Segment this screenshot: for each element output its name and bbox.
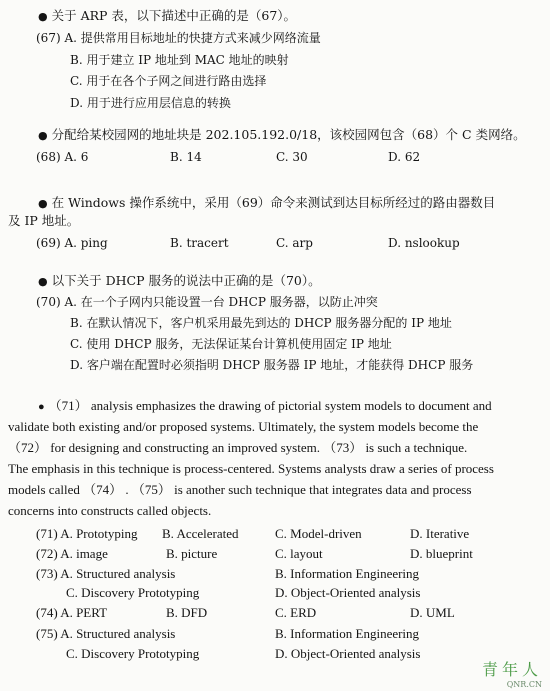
q71-option-d: D. Iterative	[410, 526, 470, 541]
q68-option-a: (68) A. 6	[36, 150, 89, 164]
passage-line-6: concerns into constructs called objects.	[8, 503, 212, 518]
passage-line-5: models called （74） . （75） is another such technique that integrates data and process	[8, 482, 472, 497]
q74-option-c: C. ERD	[275, 605, 317, 620]
q68-option-b: B. 14	[170, 150, 202, 164]
passage-line-1: ● （71） analysis emphasizes the drawing of pictorial system models to document and	[38, 398, 492, 413]
q75-option-c: C. Discovery Prototyping	[66, 646, 200, 661]
watermark-title: 青年人	[481, 660, 542, 679]
q73-option-b: B. Information Engineering	[275, 566, 420, 581]
q73-option-c: C. Discovery Prototyping	[66, 585, 200, 600]
q75-option-d: D. Object-Oriented analysis	[275, 646, 421, 661]
question-69-stem-cont: 及 IP 地址。	[8, 213, 80, 228]
q74-option-a: (74) A. PERT	[36, 605, 108, 620]
q69-option-d: D. nslookup	[388, 236, 460, 250]
q68-option-c: C. 30	[276, 150, 308, 164]
q72-option-a: (72) A. image	[36, 546, 108, 561]
q71-option-a: (71) A. Prototyping	[36, 526, 138, 541]
q74-option-b: B. DFD	[166, 605, 208, 620]
watermark-url: QNR.CN	[506, 680, 542, 689]
bullet-icon: ●	[38, 197, 48, 210]
q67-option-d: D. 用于进行应用层信息的转换	[70, 96, 231, 110]
bullet-icon: ●	[38, 275, 48, 288]
question-68-stem: ● 分配给某校园网的地址块是 202.105.192.0/18，该校园网包含（68）个 C 类网络。	[38, 127, 526, 142]
q68-option-d: D. 62	[388, 150, 421, 164]
bullet-icon: ●	[38, 401, 45, 413]
q73-option-a: (73) A. Structured analysis	[36, 566, 176, 581]
q71-option-c: C. Model-driven	[275, 526, 362, 541]
question-70-stem: ● 以下关于 DHCP 服务的说法中正确的是（70）。	[38, 273, 321, 288]
q69-option-a: (69) A. ping	[36, 236, 108, 250]
q67-option-a: (67) A. 提供常用目标地址的快捷方式来减少网络流量	[36, 31, 321, 45]
question-69-stem: ● 在 Windows 操作系统中，采用（69）命令来测试到达目标所经过的路由器数目	[38, 195, 496, 210]
q70-option-d: D. 客户端在配置时必须指明 DHCP 服务器 IP 地址，才能获得 DHCP 服务	[70, 358, 474, 372]
q67-option-c: C. 用于在各个子网之间进行路由选择	[70, 74, 267, 88]
q72-option-c: C. layout	[275, 546, 323, 561]
q75-option-a: (75) A. Structured analysis	[36, 626, 176, 641]
q69-option-c: C. arp	[276, 236, 313, 250]
passage-line-2: validate both existing and/or proposed systems. Ultimately, the system models become the	[8, 419, 479, 434]
q74-option-d: D. UML	[410, 605, 455, 620]
q72-option-d: D. blueprint	[410, 546, 473, 561]
bullet-icon: ●	[38, 129, 48, 142]
question-67-stem: ● 关于 ARP 表，以下描述中正确的是（67）。	[38, 8, 297, 23]
q73-option-d: D. Object-Oriented analysis	[275, 585, 421, 600]
passage-line-3: （72） for designing and constructing an improved system. （73） is such a technique.	[8, 440, 468, 455]
q70-option-b: B. 在默认情况下，客户机采用最先到达的 DHCP 服务器分配的 IP 地址	[70, 316, 452, 330]
passage-line-4: The emphasis in this technique is process-centered. Systems analysts draw a series of process	[8, 461, 494, 476]
bullet-icon: ●	[38, 10, 48, 23]
q67-option-b: B. 用于建立 IP 地址到 MAC 地址的映射	[70, 53, 289, 67]
q71-option-b: B. Accelerated	[162, 526, 239, 541]
q70-option-c: C. 使用 DHCP 服务，无法保证某台计算机使用固定 IP 地址	[70, 337, 392, 351]
q75-option-b: B. Information Engineering	[275, 626, 420, 641]
watermark-logo	[482, 657, 542, 689]
q72-option-b: B. picture	[166, 546, 218, 561]
q70-option-a: (70) A. 在一个子网内只能设置一台 DHCP 服务器，以防止冲突	[36, 295, 378, 309]
q69-option-b: B. tracert	[170, 236, 229, 250]
